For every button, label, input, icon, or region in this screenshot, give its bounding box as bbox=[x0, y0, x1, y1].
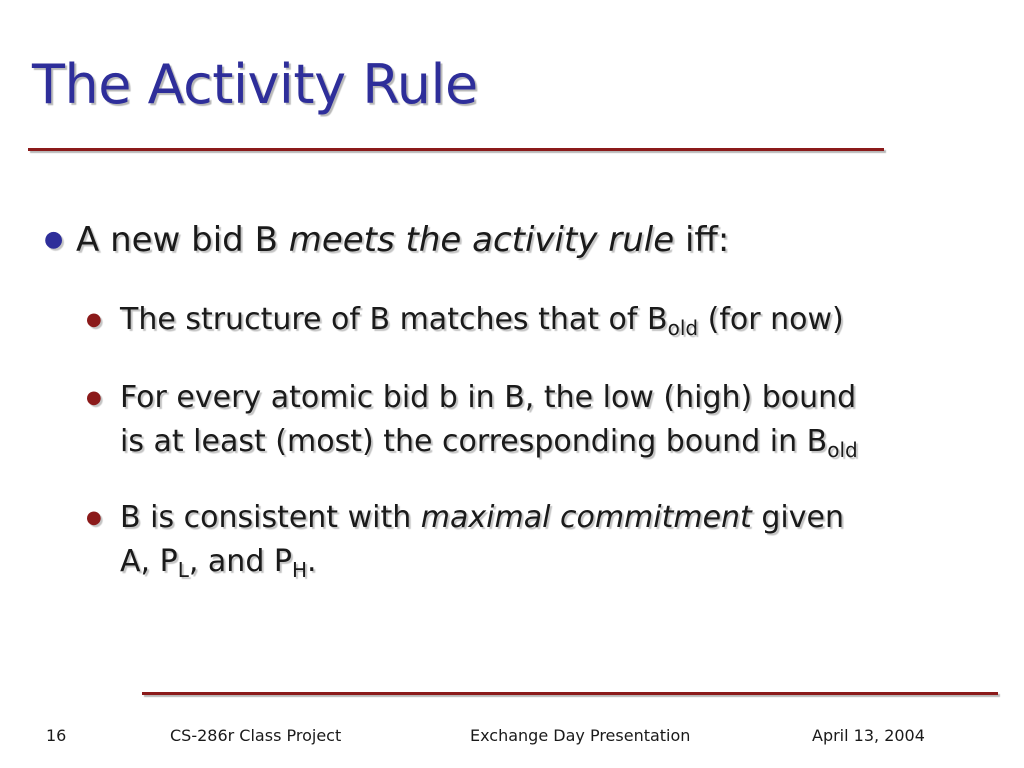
sub3-text-start: B is consistent with bbox=[120, 500, 421, 535]
sub1-subscript: old bbox=[667, 316, 699, 340]
slide-number: 16 bbox=[46, 726, 67, 745]
sub3-line2-c: . bbox=[307, 544, 317, 579]
sub3-line2-a: A, P bbox=[120, 544, 178, 579]
main-bullet-text bbox=[76, 218, 729, 262]
footer-divider bbox=[142, 692, 998, 695]
sub2-subscript: old bbox=[827, 438, 858, 462]
sub-bullet-atomic-bid-text bbox=[120, 376, 858, 464]
main-bullet-text-start: A new bid B bbox=[76, 220, 289, 260]
sub3-line2-b: , and P bbox=[188, 544, 292, 579]
sub-bullet-dot-icon: ● bbox=[86, 507, 102, 528]
title-divider bbox=[28, 148, 884, 151]
sub-bullet-maximal-commitment-text bbox=[120, 496, 844, 584]
footer-presentation: Exchange Day Presentation bbox=[470, 726, 691, 745]
sub2-line2: is at least (most) the corresponding bound in B bbox=[120, 424, 828, 459]
footer-course: CS-286r Class Project bbox=[170, 726, 342, 745]
footer-date: April 13, 2004 bbox=[812, 726, 925, 745]
sub-bullet-structure-text bbox=[120, 298, 844, 342]
sub3-subscript-l: L bbox=[177, 558, 189, 582]
sub3-subscript-h: H bbox=[291, 558, 308, 582]
sub3-italic: maximal commitment bbox=[420, 500, 752, 535]
sub3-text-mid: given bbox=[751, 500, 844, 535]
sub-bullet-dot-icon: ● bbox=[86, 387, 102, 408]
slide-title: The Activity Rule bbox=[32, 53, 478, 116]
bullet-dot-icon: ● bbox=[44, 227, 64, 252]
main-bullet-text-end: iff: bbox=[674, 220, 730, 260]
sub1-text-start: The structure of B matches that of B bbox=[120, 302, 668, 337]
sub-bullet-dot-icon: ● bbox=[86, 309, 102, 330]
sub2-line1: For every atomic bid b in B, the low (high) bound bbox=[120, 380, 857, 415]
sub1-text-end: (for now) bbox=[698, 302, 844, 337]
main-bullet-italic: meets the activity rule bbox=[288, 220, 675, 260]
